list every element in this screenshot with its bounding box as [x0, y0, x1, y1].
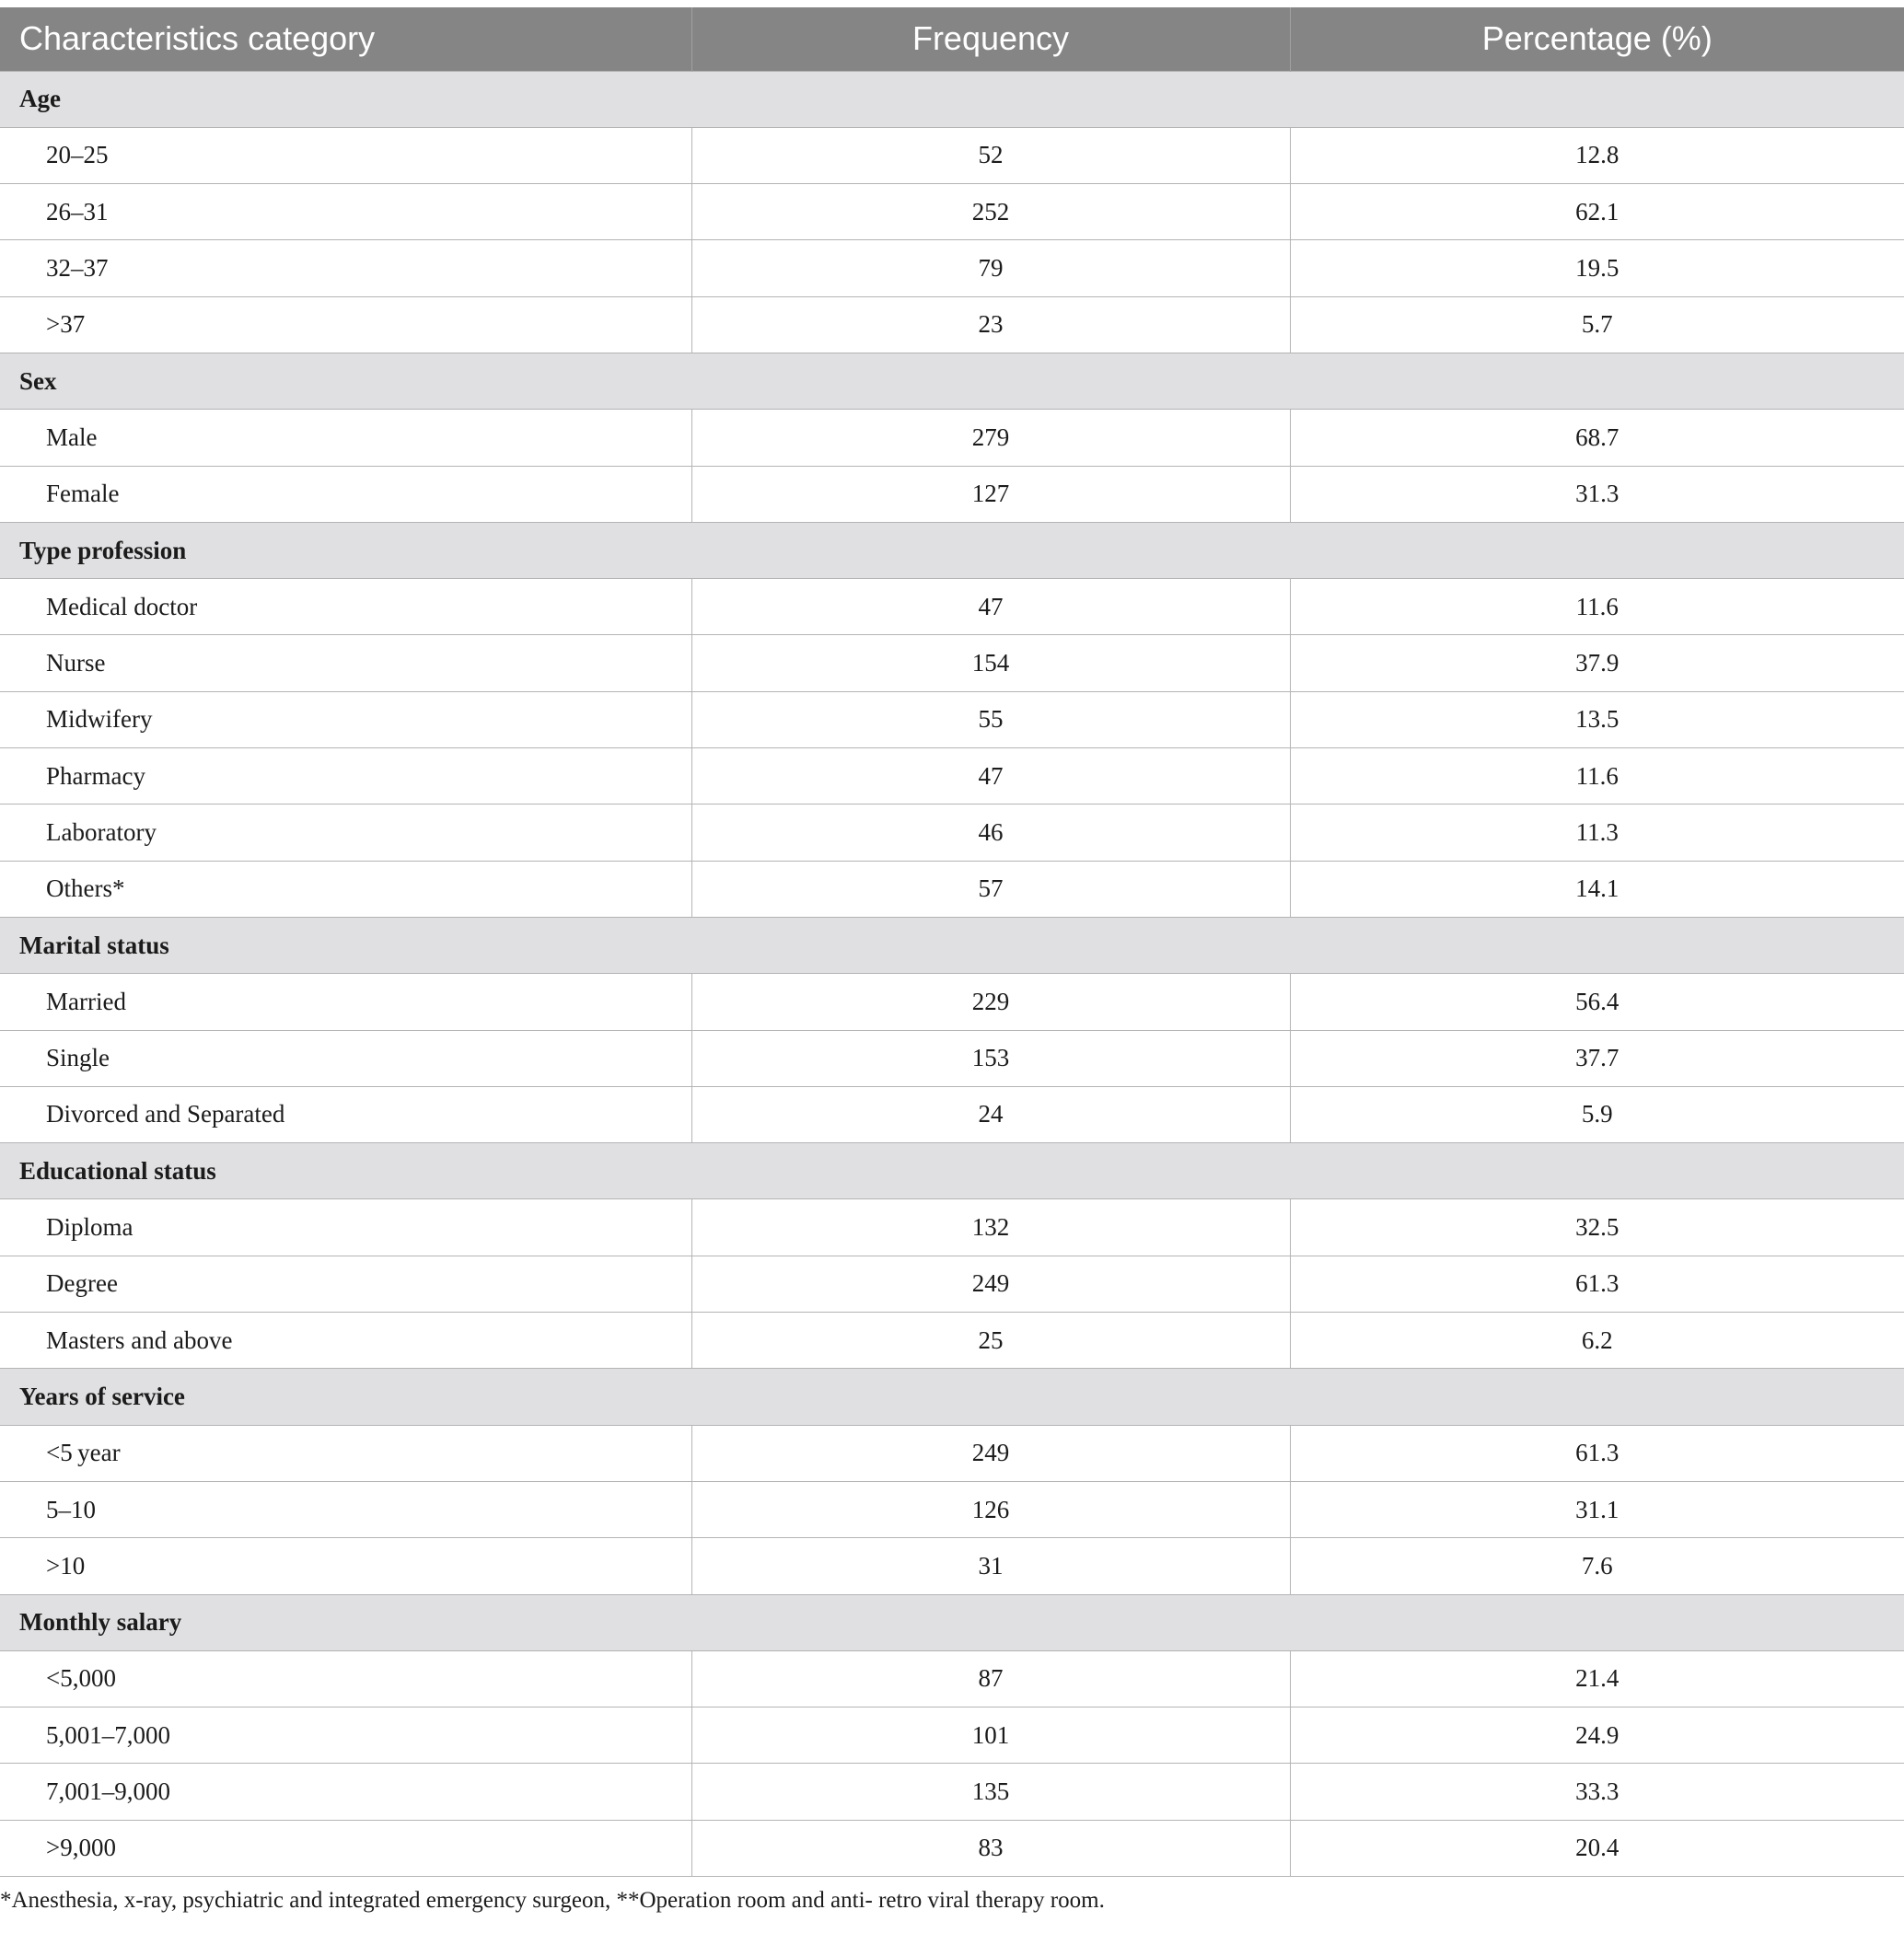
table-row	[0, 184, 1904, 240]
section-title: Sex	[0, 353, 1904, 409]
section-title: Type profession	[0, 522, 1904, 578]
frequency-cell: 279	[691, 410, 1290, 466]
percentage-cell: 37.7	[1290, 1030, 1904, 1086]
frequency-cell: 229	[691, 974, 1290, 1030]
row-label: Degree	[0, 1256, 691, 1312]
section-title: Age	[0, 71, 1904, 127]
percentage-cell: 11.3	[1290, 804, 1904, 861]
row-label: >10	[0, 1538, 691, 1594]
row-label: Diploma	[0, 1199, 691, 1256]
table-row	[0, 240, 1904, 296]
table-row	[0, 974, 1904, 1030]
table-row	[0, 1199, 1904, 1256]
table-footnote: *Anesthesia, x-ray, psychiatric and integrated emergency surgeon, **Operation room and anti- retro viral therapy room.	[0, 1888, 1105, 1913]
table-row	[0, 466, 1904, 522]
table-row	[0, 1313, 1904, 1369]
row-label: <5,000	[0, 1650, 691, 1707]
frequency-cell: 101	[691, 1707, 1290, 1764]
section-row	[0, 71, 1904, 127]
table-row	[0, 1820, 1904, 1876]
row-label: 20–25	[0, 127, 691, 183]
row-label: Married	[0, 974, 691, 1030]
section-title: Years of service	[0, 1369, 1904, 1425]
frequency-cell: 249	[691, 1256, 1290, 1312]
section-row	[0, 1143, 1904, 1199]
percentage-cell: 37.9	[1290, 635, 1904, 691]
table-body	[0, 71, 1904, 1877]
percentage-cell: 62.1	[1290, 184, 1904, 240]
row-label: <5 year	[0, 1425, 691, 1481]
frequency-cell: 154	[691, 635, 1290, 691]
row-label: Others*	[0, 861, 691, 917]
percentage-cell: 11.6	[1290, 748, 1904, 804]
frequency-cell: 47	[691, 579, 1290, 635]
row-label: 5–10	[0, 1481, 691, 1537]
header-characteristics: Characteristics category	[19, 19, 376, 58]
row-label: Male	[0, 410, 691, 466]
table-row	[0, 1425, 1904, 1481]
percentage-cell: 33.3	[1290, 1764, 1904, 1820]
row-label: 7,001–9,000	[0, 1764, 691, 1820]
table-row	[0, 804, 1904, 861]
row-label: Divorced and Separated	[0, 1086, 691, 1142]
table-row	[0, 1707, 1904, 1764]
percentage-cell: 11.6	[1290, 579, 1904, 635]
frequency-cell: 23	[691, 296, 1290, 353]
frequency-cell: 79	[691, 240, 1290, 296]
percentage-cell: 24.9	[1290, 1707, 1904, 1764]
row-label: >37	[0, 296, 691, 353]
table-row	[0, 1030, 1904, 1086]
frequency-cell: 87	[691, 1650, 1290, 1707]
percentage-cell: 61.3	[1290, 1256, 1904, 1312]
percentage-cell: 14.1	[1290, 861, 1904, 917]
percentage-cell: 31.1	[1290, 1481, 1904, 1537]
percentage-cell: 20.4	[1290, 1820, 1904, 1876]
frequency-cell: 153	[691, 1030, 1290, 1086]
table-row	[0, 127, 1904, 183]
section-title: Educational status	[0, 1143, 1904, 1199]
table-row	[0, 1764, 1904, 1820]
section-row	[0, 917, 1904, 973]
table-row	[0, 296, 1904, 353]
frequency-cell: 83	[691, 1820, 1290, 1876]
characteristics-table	[0, 7, 1904, 1877]
percentage-cell: 68.7	[1290, 410, 1904, 466]
percentage-cell: 12.8	[1290, 127, 1904, 183]
section-row	[0, 522, 1904, 578]
percentage-cell: 19.5	[1290, 240, 1904, 296]
percentage-cell: 5.9	[1290, 1086, 1904, 1142]
row-label: 5,001–7,000	[0, 1707, 691, 1764]
frequency-cell: 25	[691, 1313, 1290, 1369]
frequency-cell: 46	[691, 804, 1290, 861]
percentage-cell: 6.2	[1290, 1313, 1904, 1369]
percentage-cell: 56.4	[1290, 974, 1904, 1030]
percentage-cell: 32.5	[1290, 1199, 1904, 1256]
table-row	[0, 1538, 1904, 1594]
percentage-cell: 7.6	[1290, 1538, 1904, 1594]
row-label: Pharmacy	[0, 748, 691, 804]
section-title: Monthly salary	[0, 1594, 1904, 1650]
row-label: >9,000	[0, 1820, 691, 1876]
row-label: Single	[0, 1030, 691, 1086]
row-label: Nurse	[0, 635, 691, 691]
section-row	[0, 1594, 1904, 1650]
table-row	[0, 410, 1904, 466]
frequency-cell: 47	[691, 748, 1290, 804]
frequency-cell: 24	[691, 1086, 1290, 1142]
table-row	[0, 579, 1904, 635]
row-label: Medical doctor	[0, 579, 691, 635]
frequency-cell: 249	[691, 1425, 1290, 1481]
row-label: Midwifery	[0, 691, 691, 747]
frequency-cell: 132	[691, 1199, 1290, 1256]
section-row	[0, 1369, 1904, 1425]
frequency-cell: 55	[691, 691, 1290, 747]
section-row	[0, 353, 1904, 409]
frequency-cell: 127	[691, 466, 1290, 522]
percentage-cell: 5.7	[1290, 296, 1904, 353]
percentage-cell: 21.4	[1290, 1650, 1904, 1707]
table-row	[0, 635, 1904, 691]
frequency-cell: 57	[691, 861, 1290, 917]
table-row	[0, 748, 1904, 804]
section-title: Marital status	[0, 917, 1904, 973]
row-label: Masters and above	[0, 1313, 691, 1369]
frequency-cell: 52	[691, 127, 1290, 183]
document	[0, 7, 1904, 1914]
table-row	[0, 1256, 1904, 1312]
percentage-cell: 61.3	[1290, 1425, 1904, 1481]
header-percentage: Percentage (%)	[1290, 7, 1904, 71]
frequency-cell: 135	[691, 1764, 1290, 1820]
table-row	[0, 861, 1904, 917]
header-frequency: Frequency	[691, 7, 1290, 71]
row-label: 32–37	[0, 240, 691, 296]
table-row	[0, 1650, 1904, 1707]
percentage-cell: 31.3	[1290, 466, 1904, 522]
table-row	[0, 1481, 1904, 1537]
table-row	[0, 1086, 1904, 1142]
percentage-cell: 13.5	[1290, 691, 1904, 747]
row-label: Laboratory	[0, 804, 691, 861]
table-row	[0, 691, 1904, 747]
frequency-cell: 31	[691, 1538, 1290, 1594]
row-label: Female	[0, 466, 691, 522]
row-label: 26–31	[0, 184, 691, 240]
frequency-cell: 252	[691, 184, 1290, 240]
frequency-cell: 126	[691, 1481, 1290, 1537]
table-header-row	[0, 7, 1904, 71]
